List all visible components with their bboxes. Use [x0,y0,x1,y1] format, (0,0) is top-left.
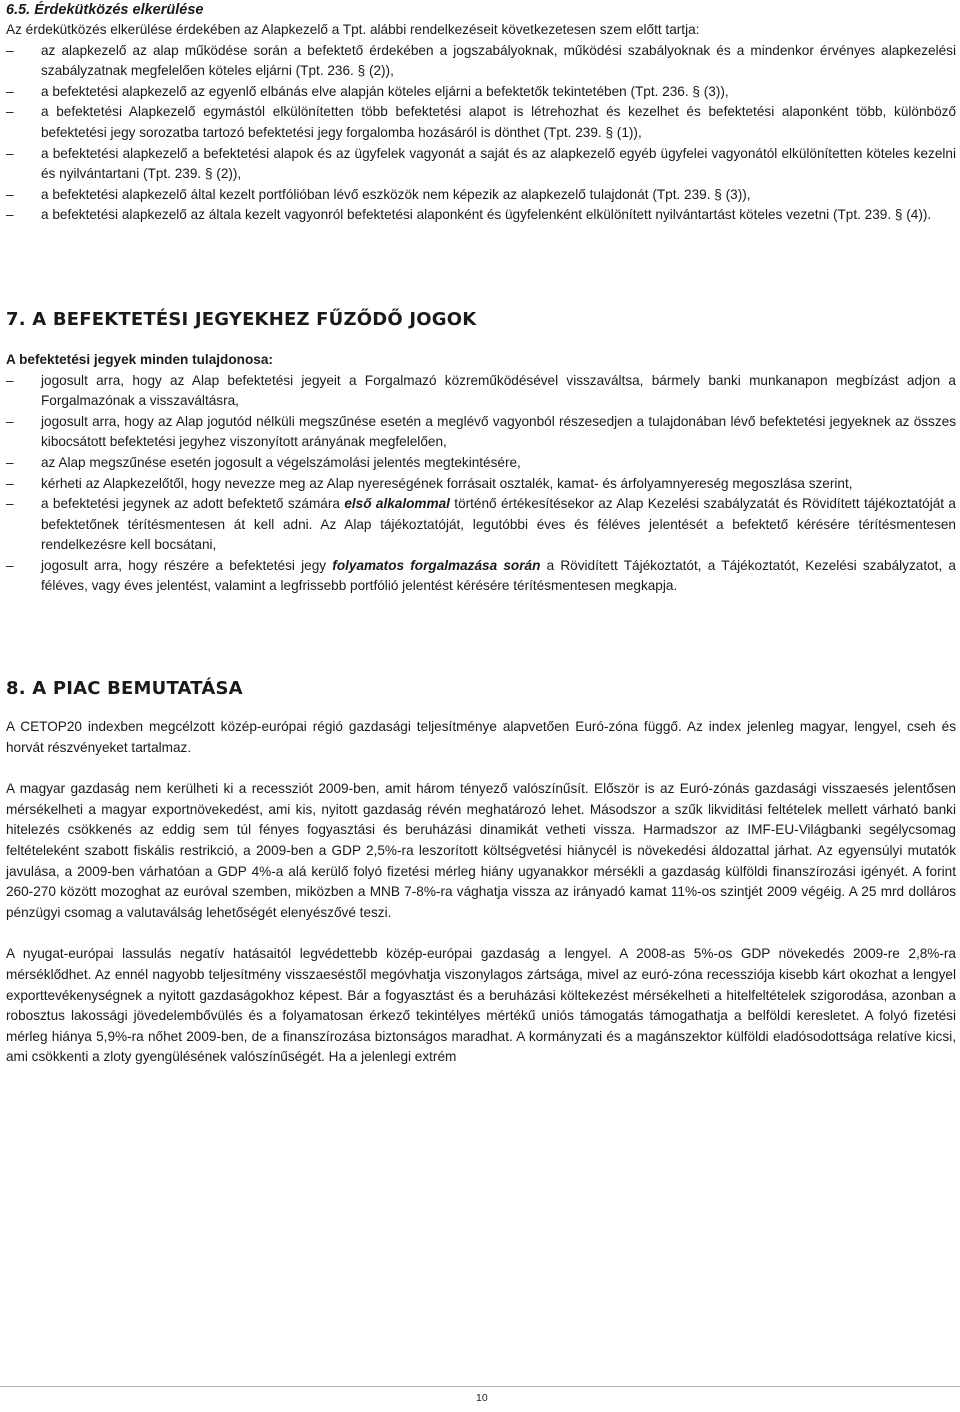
list-item: – jogosult arra, hogy az Alap befektetési jegyeit a Forgalmazó közreműködésével visszaváltsa, bármely banki munkanapon megbízást adjon a Forgalmazónak a visszaváltásra, [6,372,956,409]
list-item: – a befektetési Alapkezelő egymástól elkülönítetten több befektetési alapot is létrehozhat és kezelhet és befektetési alaponként több, különböző befektetési jegy sorozatba tartozó befektetési jegy forgalomba hozásáról is dönthet (Tpt. 239. § (1)), [6,104,956,140]
dash-bullet: – [6,83,14,99]
list-item: – az Alap megszűnése esetén jogosult a végelszámolási jelentés megtekintésére, [6,453,956,474]
emphasis-first-time: első alkalommal [344,496,450,512]
dash-bullet: – [6,145,14,161]
list-item: – jogosult arra, hogy részére a befektetési jegy folyamatos forgalmazása során a Rövidített Tájékoztatót, a Tájékoztatót, Kezelési szabályzatot, a féléves, vagy éves jelentést, valamint a legfrissebb portfólió jelentést kérésére térítésmentesen megkapja. [6,557,956,594]
obligations-list [6,41,956,226]
dash-bullet: – [6,557,14,573]
list-item: – az alapkezelő az alap működése során a befektető érdekében a jogszabályoknak, működési szabályoknak és a mindenkor érvényes alapkezelési szabályzatnak megfelelően köteles eljárni (Tpt. 236. § (2)), [6,42,956,79]
list-item: – a befektetési alapkezelő az általa kezelt vagyonról befektetési alaponként és ügyfelenként elkülönített nyilvántartást köteles vezetni (Tpt. 239. § (4)). [6,205,956,226]
dash-bullet: – [6,475,14,491]
list-item: – a befektetési alapkezelő az egyenlő elbánás elve alapján köteles eljárni a befektetők tekintetében (Tpt. 236. § (3)), [6,82,956,103]
dash-bullet: – [6,104,14,120]
list-item: – a befektetési alapkezelő által kezelt portfólióban lévő eszközök nem képezik az alapkezelő tulajdonát (Tpt. 239. § (3)), [6,185,956,206]
dash-bullet: – [6,207,14,223]
dash-bullet: – [6,454,14,470]
market-paragraph: A CETOP20 indexben megcélzott közép-európai régió gazdasági teljesítménye alapvetően Euró-zóna függő. Az index jelenleg magyar, lengyel, cseh és horvát részvényeket tartalmaz. [6,719,956,755]
list-item: – a befektetési alapkezelő a befektetési alapok és az ügyfelek vagyonát a saját és az alapkezelő egyéb ügyfelei vagyonától elkülönítetten köteles kezelni és nyilvántartani (Tpt. 239. § (2)), [6,145,956,182]
emphasis-continuous-distribution: folyamatos forgalmazása során [332,557,541,573]
dash-bullet: – [6,186,14,202]
section-intro: Az érdekütközés elkerülése érdekében az Alapkezelő a Tpt. alábbi rendelkezéseit következetesen szem előtt tartja: [6,22,700,37]
section-title-7: 7. A BEFEKTETÉSI JEGYEKHEZ FŰZŐDŐ JOGOK [6,308,477,330]
rights-lead: A befektetési jegyek minden tulajdonosa: [6,351,273,367]
dash-bullet: – [6,413,14,429]
market-paragraph: A nyugat-európai lassulás negatív hatásaitól legvédettebb közép-európai gazdaság a lengyel. A 2008-as 5%-os GDP növekedés 2009-re 2,8%-ra mérséklődhet. Az ennél nagyobb teljesítmény visszaeséstől megóvhatja viszonylagos zártsága, mivel az euró-zóna recessziója kisebb kárt okozhat a lengyel exporttevékenységnek a nyitott gazdaságokhoz képest. Bár a fogyasztást és a beruházási költekezést mérsékelheti a hitelfeltételek szigorodása, azonban a robosztus lakossági jövedelembővülés és a folyamatosan érkező tekintélyes mértékű uniós támogatás támogathatja a belföldi keresletet. A folyó fizetési mérleg hiánya 5,9%-ra nőhet 2009-ben, de a finanszírozása biztonságos maradhat. A kormányzati és a magánszektor külföldi eladósodottsága relatíve kicsi, ami csökkenti a zloty gyengülésének valószínűségét. Ha a jelenlegi extrém [6,946,956,1065]
dash-bullet: – [6,372,14,388]
document-page [6,0,956,1068]
section-title-8: 8. A PIAC BEMUTATÁSA [6,678,243,700]
section-8 [6,677,956,1068]
list-item: – kérheti az Alapkezelőtől, hogy nevezze meg az Alap nyereségének forrásait osztalék, kamat- és árfolyamnyereség megoszlása szerint, [6,474,956,495]
dash-bullet: – [6,42,14,58]
section-6-5 [6,0,956,226]
market-paragraph: A magyar gazdaság nem kerülheti ki a recessziót 2009-ben, amit három tényező valószínűsít. Először is az Euró-zónás gazdasági visszaesés jelentősen mérsékelheti a magyar exportnövekedést, ami kis, nyitott gazdaság révén meghatározó lehet. Másodszor a szűk likviditási feltételek mellett várható banki hitelezés csökkenés az eddig sem túl fényes fogyasztási és beruházási dinamikát vetheti vissza. Harmadszor az IMF-EU-Világbanki segélycsomag feltételeként szabott fiskális restrikció, a 2009-ben a GDP 2,5%-ra leszorított költségvetési hiánycél is növekedési áldozattal járhat. Az egyensúlyi mutatók javulása, a 2009-ben várhatóan a GDP 4%-a alá kerülő folyó fizetési mérleg hiány ugyanakkor mérsékli a gazdaság külföldi finanszírozási igényét. A forint 260-270 között mozoghat az euróval szemben, miközben a MNB 7-8%-ra vághatja vissza az irányadó kamat 11%-os szintjét 2009 végéig. A 25 mrd dolláros pénzügyi csomag a valutaválság lehetőségét elenyészővé teszi. [6,781,956,920]
page-number: 10 [476,1392,488,1404]
footer-rule [0,1386,960,1387]
list-item: – a befektetési jegynek az adott befektető számára első alkalommal történő értékesítésekor az Alap Kezelési szabályzatát és Rövidített tájékoztatóját a befektetőnek térítésmentesen át kell adni. Az Alap tájékoztatóját, legutóbbi éves és féléves jelentését a befektető kérésére térítésmentesen rendelkezésre kell bocsátani, [6,496,956,553]
section-7 [6,308,956,597]
section-title-6-5: 6.5. Érdekütközés elkerülése [6,2,204,18]
list-item: – jogosult arra, hogy az Alap jogutód nélküli megszűnése esetén a meglévő vagyonból részesedjen a tulajdonában lévő befektetési jegyeknek az összes kibocsátott befektetési jegyhez viszonyított arányának megfelelően, [6,413,956,450]
dash-bullet: – [6,496,14,512]
rights-list [6,371,956,598]
